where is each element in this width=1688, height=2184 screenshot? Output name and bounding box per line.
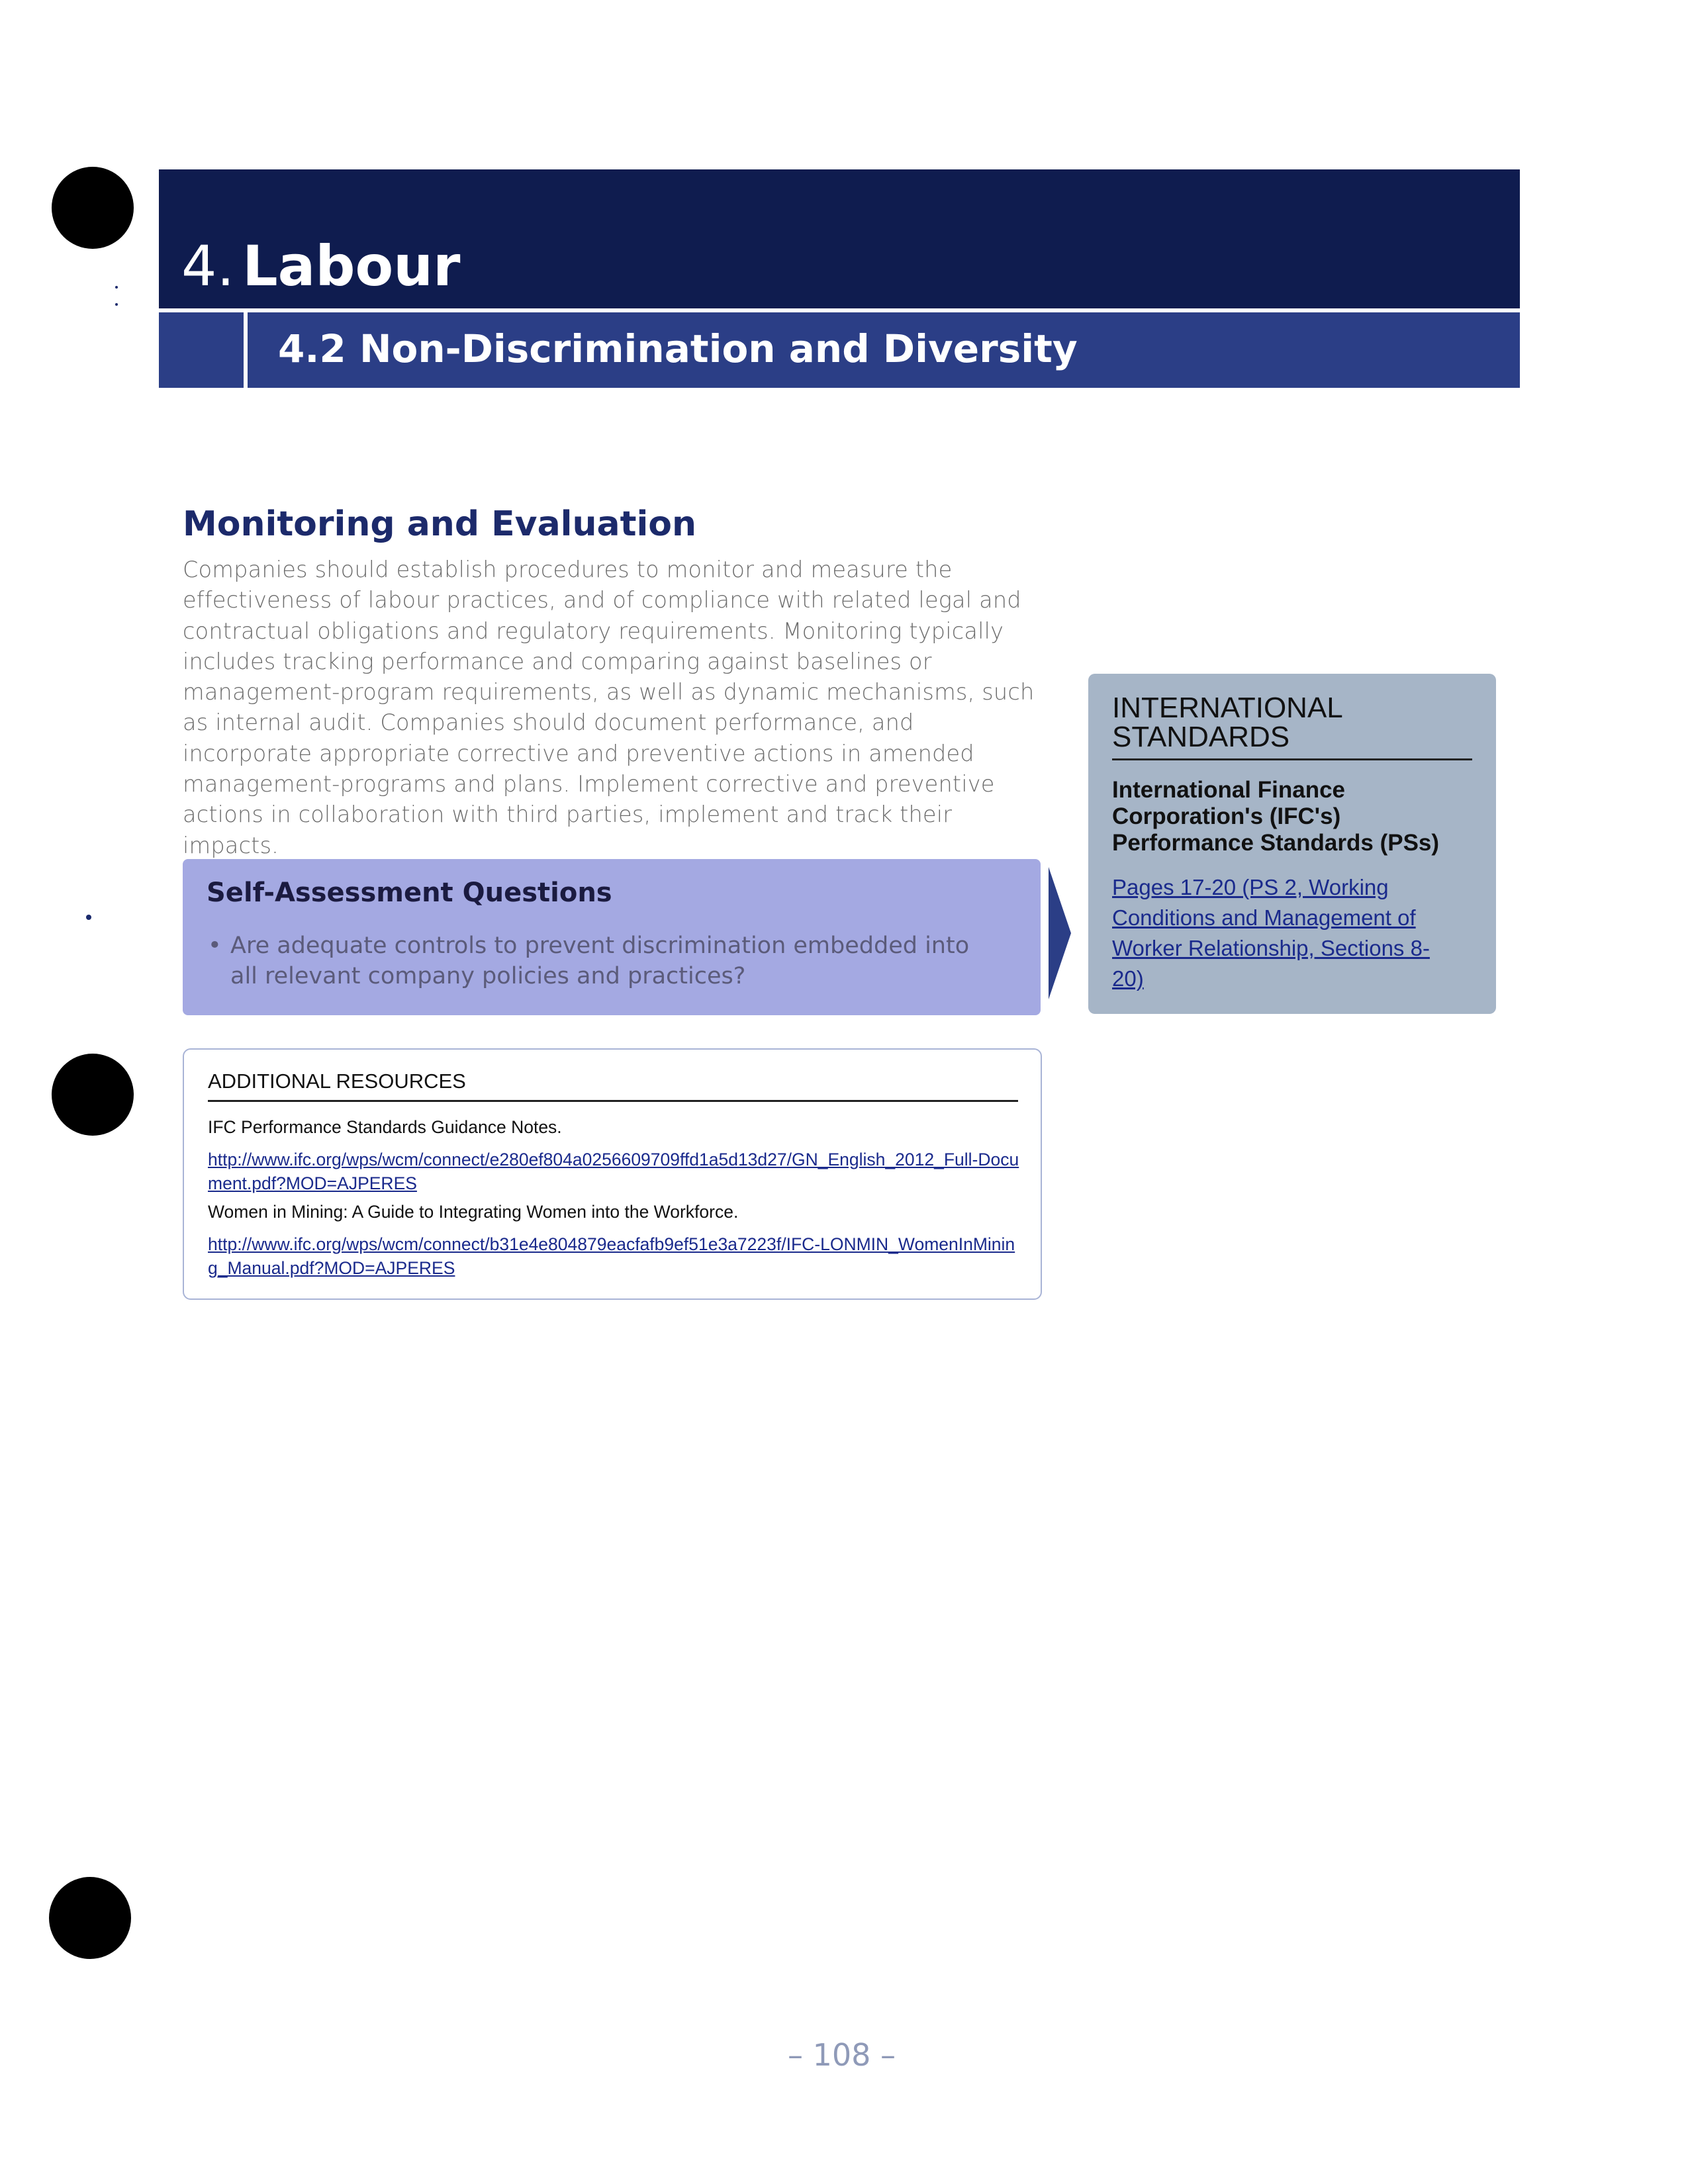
scan-speck bbox=[86, 915, 91, 920]
section-banner-stub bbox=[159, 312, 248, 388]
punch-hole bbox=[52, 1054, 134, 1136]
resource-title: IFC Performance Standards Guidance Notes. bbox=[208, 1117, 562, 1137]
chapter-title bbox=[181, 234, 461, 298]
scan-speck bbox=[115, 303, 118, 306]
self-assessment-list bbox=[207, 931, 1001, 991]
chapter-banner bbox=[159, 169, 1520, 308]
section-banner bbox=[159, 312, 1520, 388]
additional-resources-title: ADDITIONAL RESOURCES bbox=[208, 1069, 1018, 1102]
monitoring-heading: Monitoring and Evaluation bbox=[183, 504, 697, 544]
self-assessment-title: Self-Assessment Questions bbox=[207, 878, 612, 908]
punch-hole bbox=[52, 167, 134, 249]
international-standards-header: INTERNATIONAL STANDARDS bbox=[1112, 694, 1472, 760]
section-title: 4.2 Non-Discrimination and Diversity bbox=[278, 326, 1078, 371]
standards-organization: International Finance Corporation's (IFC's) Performance Standards (PSs) bbox=[1112, 777, 1440, 856]
self-assessment-box bbox=[183, 859, 1041, 1015]
resource-title: Women in Mining: A Guide to Integrating Women into the Workforce. bbox=[208, 1202, 739, 1222]
punch-hole bbox=[49, 1877, 131, 1959]
monitoring-body: Companies should establish procedures to monitor and measure the effectiveness of labour practices, and of compliance with related legal and contractual obligations and regulatory requirements. Monitoring typically includes tracking performance and comparing against baselines or management-program requirements, as well as dynamic mechanisms, such as internal audit. Companies should document performance, and incorporate appropriate corrective and preventive actions in amended management-programs and plans. Implement corrective and preventive actions in collaboration with third parties, implement and track their impacts. bbox=[183, 557, 1035, 858]
self-assessment-question: • Are adequate controls to prevent discrimination embedded into all relevant company policies and practices? bbox=[207, 931, 1001, 991]
scan-speck bbox=[115, 286, 118, 289]
standards-reference-link[interactable]: Pages 17-20 (PS 2, Working Conditions and Management of Worker Relationship, Sections 8-20) bbox=[1112, 875, 1430, 991]
additional-resources-box bbox=[183, 1048, 1042, 1300]
resource-link[interactable]: http://www.ifc.org/wps/wcm/connect/e280ef804a0256609709ffd1a5d13d27/GN_English_2012_Full-Document.pdf?MOD=AJPERES bbox=[208, 1150, 1019, 1193]
arrow-pointer-icon bbox=[1049, 867, 1071, 999]
page-number: – 108 – bbox=[788, 2037, 896, 2073]
resource-link[interactable]: http://www.ifc.org/wps/wcm/connect/b31e4e804879eacfafb9ef51e3a7223f/IFC-LONMIN_WomenInMining_Manual.pdf?MOD=AJPERES bbox=[208, 1234, 1015, 1278]
chapter-number: 4. bbox=[181, 234, 235, 298]
chapter-name: Labour bbox=[242, 234, 461, 298]
international-standards-box bbox=[1088, 674, 1496, 1014]
